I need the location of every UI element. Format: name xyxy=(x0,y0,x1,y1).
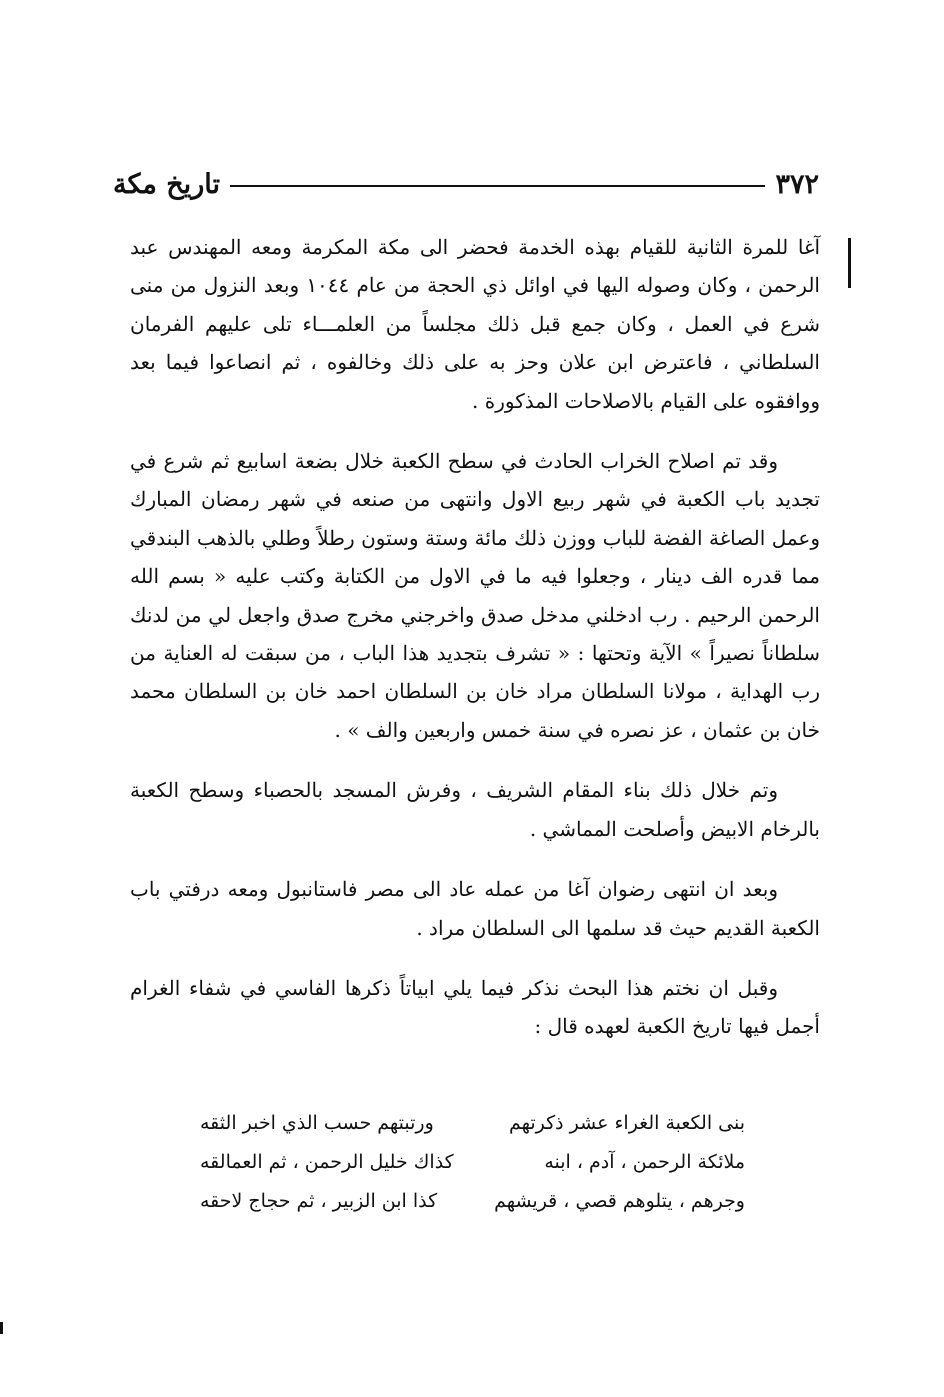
poem-verse xyxy=(200,1104,745,1143)
poem-verse xyxy=(200,1143,745,1182)
poem-first-hemistich: وجرهم ، يتلوهم قصي ، قريشهم xyxy=(494,1190,745,1212)
paragraph: وقد تم اصلاح الخراب الحادث في سطح الكعبة خلال بضعة اسابيع ثم شرع في تجديد باب الكعبة في شهر ربيع الاول وانتهى من صنعه في شهر رمضان المبارك وعمل الصاغة الفضة للباب ووزن ذلك مائة وستة وستون رطلاً وطلي بالذهب البندقي مما قدره الف دينار ، وجعلوا فيه ما في الاول من الكتابة وكتب عليه « بسم الله الرحمن الرحيم . رب ادخلني مدخل صدق واخرجني مخرج صدق واجعل لي من لدنك سلطاناً نصيراً » الآية وتحتها : « تشرف بتجديد هذا الباب ، من سبقت له العناية من رب الهداية ، مولانا السلطان مراد خان بن السلطان احمد خان بن السلطان محمد خان بن عثمان ، عز نصره في سنة خمس واربعين والف » . xyxy=(130,449,820,742)
poem xyxy=(200,1104,745,1221)
poem-first-hemistich: ملائكة الرحمن ، آدم ، ابنه xyxy=(544,1151,745,1173)
body-text xyxy=(130,228,820,1068)
paragraph: وبعد ان انتهى رضوان آغا من عمله عاد الى مصر فاستانبول ومعه درفتي باب الكعبة القديم حيث قد سلمها الى السلطان مراد . xyxy=(130,877,820,940)
header-rule xyxy=(230,185,766,187)
paragraph: وقبل ان نختم هذا البحث نذكر فيما يلي ابياتاً ذكرها الفاسي في شفاء الغرام أجمل فيها تاريخ الكعبة لعهده قال : xyxy=(130,975,820,1039)
running-header xyxy=(113,160,819,208)
margin-mark xyxy=(848,238,851,288)
poem-first-hemistich: بنى الكعبة الغراء عشر ذكرتهم xyxy=(508,1112,745,1134)
paragraph: وتم خلال ذلك بناء المقام الشريف ، وفرش المسجد بالحصباء وسطح الكعبة بالرخام الابيض وأصلحت المماشي . xyxy=(130,778,820,841)
paragraph: آغا للمرة الثانية للقيام بهذه الخدمة فحضر الى مكة المكرمة ومعه المهندس عبد الرحمن ، وكان وصوله اليها في اوائل ذي الحجة من عام ١٠٤٤ وبعد النزول من منى شرع في العمل ، وكان جمع قبل ذلك مجلساً من العلمـــاء تلى عليهم الفرمان السلطاني ، فاعترض ابن علان وحز به على ذلك وخالفوه ، ثم انصاعوا فيما بعد ووافقوه على القيام بالاصلاحات المذكورة . xyxy=(130,235,820,413)
poem-verse xyxy=(200,1182,745,1221)
poem-second-hemistich: ورتبتهم حسب الذي اخبر الثقه xyxy=(200,1112,434,1134)
book-title: تاريخ مكة xyxy=(113,168,220,200)
page-number: ٣٧٢ xyxy=(775,168,819,200)
poem-second-hemistich: كذا ابن الزبير ، ثم حجاج لاحقه xyxy=(200,1190,438,1212)
scan-mark xyxy=(0,1322,3,1334)
poem-second-hemistich: كذاك خليل الرحمن ، ثم العمالقه xyxy=(200,1151,454,1173)
